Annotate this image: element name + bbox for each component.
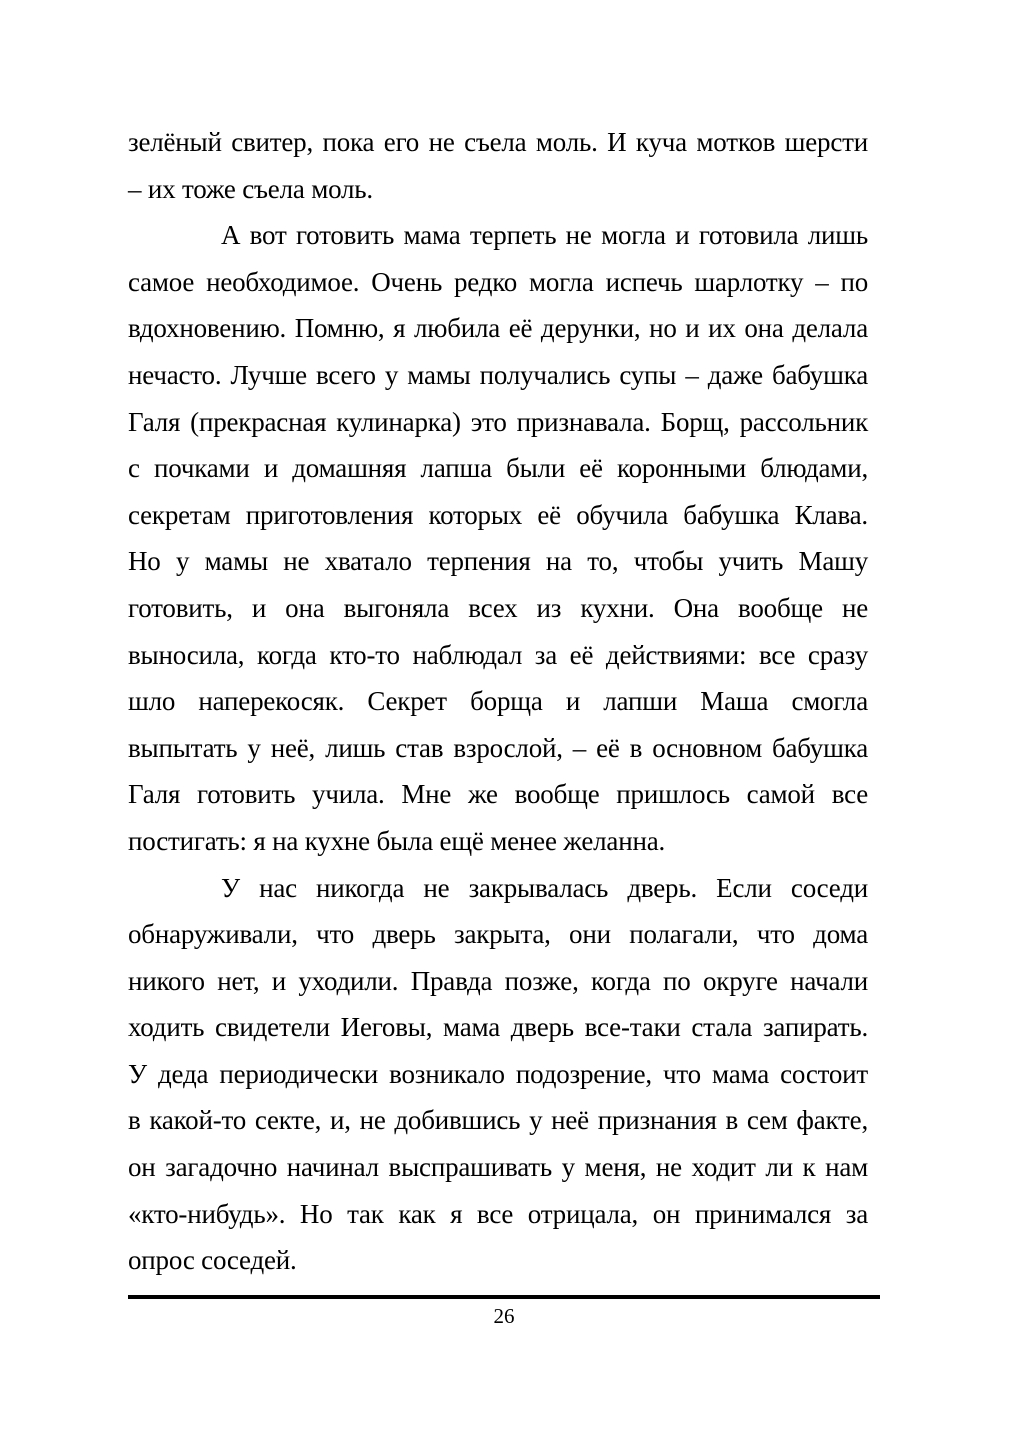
text-line: с почками и домашняя лапша были её коронными блюдами, (128, 453, 868, 484)
text-line: постигать: я на кухне была ещё менее желанна. (128, 825, 666, 856)
text-line: – их тоже съела моль. (128, 173, 373, 204)
text-line: У нас никогда не закрывалась дверь. Если соседи (221, 872, 868, 903)
footer-rule (128, 1295, 880, 1299)
text-line: он загадочно начинал выспрашивать у меня, не ходит ли к нам (128, 1152, 868, 1183)
text-block (128, 119, 868, 1284)
page-number: 26 (493, 1304, 515, 1328)
text-line: Галя (прекрасная кулинарка) это признавала. Борщ, рассольник (128, 406, 868, 437)
text-line: готовить, и она выгоняла всех из кухни. Она вообще не (128, 592, 868, 623)
text-line: обнаруживали, что дверь закрыта, они полагали, что дома (128, 919, 868, 950)
text-line: никого нет, и уходили. Правда позже, когда по округе начали (128, 965, 868, 996)
text-line: секретам приготовления которых её обучила бабушка Клава. (128, 499, 868, 530)
text-line: самое необходимое. Очень редко могла испечь шарлотку – по (128, 266, 868, 297)
text-line: шло наперекосяк. Секрет борща и лапши Маша смогла (128, 686, 868, 717)
text-line: У деда периодически возникало подозрение, что мама состоит (128, 1058, 868, 1089)
paragraph (128, 865, 868, 1284)
paragraph (128, 119, 868, 212)
text-line: Галя готовить учила. Мне же вообще пришлось самой все (128, 779, 868, 810)
text-line: «кто-нибудь». Но так как я все отрицала, он принимался за (128, 1198, 868, 1229)
text-line: опрос соседей. (128, 1245, 297, 1276)
paragraph (128, 212, 868, 864)
text-line: зелёный свитер, пока его не съела моль. И куча мотков шерсти (128, 127, 868, 157)
text-line: ходить свидетели Иеговы, мама дверь все-таки стала запирать. (128, 1012, 868, 1043)
text-line: вдохновению. Помню, я любила её дерунки, но и их она делала (128, 313, 868, 344)
text-line: в какой-то секте, и, не добившись у неё признания в сем факте, (128, 1105, 868, 1136)
text-line: Но у мамы не хватало терпения на то, чтобы учить Машу (128, 546, 868, 577)
text-line: выносила, когда кто-то наблюдал за её действиями: все сразу (128, 639, 868, 670)
text-line: выпытать у неё, лишь став взрослой, – её в основном бабушка (128, 732, 868, 763)
text-line: нечасто. Лучше всего у мамы получались супы – даже бабушка (128, 359, 868, 390)
text-line: А вот готовить мама терпеть не могла и готовила лишь (221, 220, 868, 251)
